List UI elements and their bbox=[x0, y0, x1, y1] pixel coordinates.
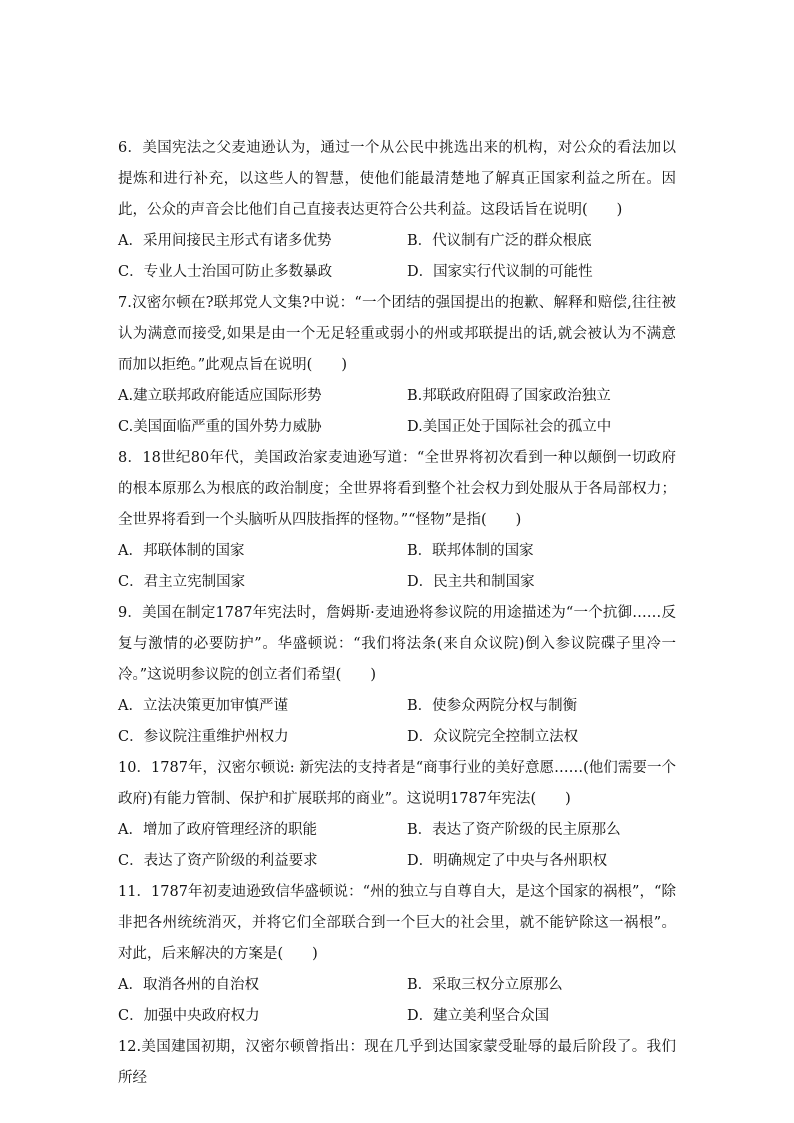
option-b: B．联邦体制的国家 bbox=[407, 543, 534, 559]
option-row bbox=[118, 412, 676, 443]
option-row bbox=[118, 970, 676, 1001]
question-12-first-line: 12.美国建国初期，汉密尔顿曾指出：现在几乎到达国家蒙受耻辱的最后阶段了。我们所经 bbox=[118, 1039, 676, 1086]
question-stem: 8．18世纪80年代，美国政治家麦迪逊写道：“全世界将初次看到一种以颠倒一切政府的根本原那么为根底的政治制度；全世界将看到整个社会权力到处服从于各局部权力；全世界将看到一个头脑听从四肢指挥的怪物。”“怪物”是指( ) bbox=[118, 450, 676, 528]
option-row bbox=[118, 691, 676, 722]
question-stem: 10．1787年，汉密尔顿说: 新宪法的支持者是“商事行业的美好意愿……(他们需要一个政府)有能力管制、保护和扩展联邦的商业”。这说明1787年宪法( ) bbox=[118, 760, 676, 807]
question-stem: 9．美国在制定1787年宪法时，詹姆斯·麦迪逊将参议院的用途描述为“一个抗御……反复与激情的必要防护”。华盛顿说：“我们将法条(来自众议院)倒入参议院碟子里冷一冷。”这说明参议院的创立者们希望( ) bbox=[118, 605, 676, 683]
question-11 bbox=[118, 877, 676, 1032]
option-d: D．明确规定了中央与各州职权 bbox=[407, 853, 608, 869]
option-b: B．采取三权分立原那么 bbox=[407, 977, 563, 993]
option-a: A.建立联邦政府能适应国际形势 bbox=[118, 388, 322, 404]
option-c: C．表达了资产阶级的利益要求 bbox=[118, 853, 318, 869]
option-c: C.美国面临严重的国外势力威胁 bbox=[118, 419, 322, 435]
option-row bbox=[118, 381, 676, 412]
option-d: D．民主共和制国家 bbox=[407, 574, 535, 590]
option-b: B．代议制有广泛的群众根底 bbox=[407, 233, 592, 249]
question-7 bbox=[118, 288, 676, 443]
option-d: D．建立美利坚合众国 bbox=[407, 1008, 550, 1024]
option-c: C．专业人士治国可防止多数暴政 bbox=[118, 264, 333, 280]
option-c: C．君主立宪制国家 bbox=[118, 574, 246, 590]
option-a: A．取消各州的自治权 bbox=[118, 977, 259, 993]
option-row bbox=[118, 1001, 676, 1032]
option-d: D.美国正处于国际社会的孤立中 bbox=[407, 419, 612, 435]
question-9 bbox=[118, 598, 676, 753]
option-row bbox=[118, 846, 676, 877]
question-stem: 6．美国宪法之父麦迪逊认为，通过一个从公民中挑选出来的机构，对公众的看法加以提炼和进行补充，以这些人的智慧，使他们能最清楚地了解真正国家利益之所在。因此，公众的声音会比他们自己直接表达更符合公共利益。这段话旨在说明( ) bbox=[118, 140, 676, 218]
option-b: B．表达了资产阶级的民主原那么 bbox=[407, 822, 621, 838]
option-d: D．国家实行代议制的可能性 bbox=[407, 264, 593, 280]
option-row bbox=[118, 257, 676, 288]
question-stem: 7.汉密尔顿在?联邦党人文集?中说：“一个团结的强国提出的抱歉、解释和赔偿,往往被认为满意而接受,如果是由一个无足轻重或弱小的州或邦联提出的话,就会被认为不满意而加以拒绝。”此观点旨在说明( ) bbox=[118, 295, 676, 373]
option-b: B．使参众两院分权与制衡 bbox=[407, 698, 578, 714]
option-row bbox=[118, 815, 676, 846]
question-list bbox=[118, 133, 676, 1094]
option-a: A．采用间接民主形式有诸多优势 bbox=[118, 233, 332, 249]
option-a: A．邦联体制的国家 bbox=[118, 543, 245, 559]
option-c: C．参议院注重维护州权力 bbox=[118, 729, 289, 745]
question-8 bbox=[118, 443, 676, 598]
option-c: C．加强中央政府权力 bbox=[118, 1008, 260, 1024]
option-row bbox=[118, 722, 676, 753]
option-d: D．众议院完全控制立法权 bbox=[407, 729, 579, 745]
option-row bbox=[118, 226, 676, 257]
option-b: B.邦联政府阻碍了国家政治独立 bbox=[407, 388, 611, 404]
option-a: A．增加了政府管理经济的职能 bbox=[118, 822, 317, 838]
question-stem: 11．1787年初麦迪逊致信华盛顿说：“州的独立与自尊自大，是这个国家的祸根”，“除非把各州统统消灭，并将它们全部联合到一个巨大的社会里，就不能铲除这一祸根”。对此，后来解决的方案是( ) bbox=[118, 884, 676, 962]
option-a: A．立法决策更加审慎严谨 bbox=[118, 698, 288, 714]
option-row bbox=[118, 567, 676, 598]
question-10 bbox=[118, 753, 676, 877]
option-row bbox=[118, 536, 676, 567]
question-6 bbox=[118, 133, 676, 288]
